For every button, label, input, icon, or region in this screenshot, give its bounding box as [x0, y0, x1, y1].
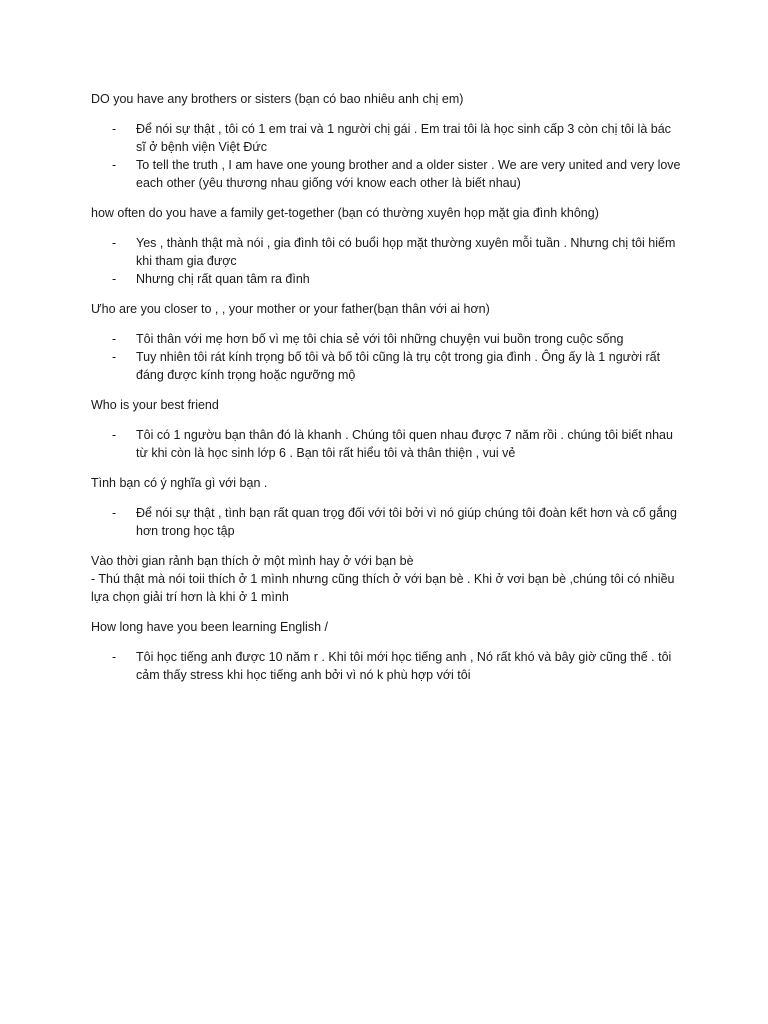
answer-item — [91, 234, 691, 270]
answer-item — [91, 156, 691, 192]
question-free-time: Vào thời gian rảnh bạn thích ở một mình hay ở với bạn bè — [91, 554, 414, 568]
question-brothers-sisters: DO you have any brothers or sisters (bạn có bao nhiêu anh chị em) — [91, 92, 464, 106]
document-page — [91, 90, 691, 696]
answer-list — [91, 330, 691, 384]
answer-text: - Để nói sự thật , tình bạn rất quan trọg đối với tôi bởi vì nó giúp chúng tôi đoàn kết hơn và cố gắng hơn trong học tập — [136, 506, 677, 538]
answer-free-time: - Thú thật mà nói toii thích ở 1 mình nhưng cũng thích ở với bạn bè . Khi ở vơi bạn bè ,chúng tôi có nhiều lựa chọn giải trí hơn là khi ở 1 mình — [91, 572, 675, 604]
answer-item — [91, 504, 691, 540]
answer-list — [91, 648, 691, 684]
answer-text: - Nhưng chị rất quan tâm ra đình — [136, 272, 310, 286]
answer-list — [91, 120, 691, 192]
answer-list — [91, 426, 691, 462]
free-time-block — [91, 552, 691, 606]
answer-text: - Tuy nhiên tôi rát kính trọng bố tôi và bố tôi cũng là trụ cột trong gia đình . Ông ấy là 1 người rất đáng được kính trọng hoặc ngưỡng mộ — [136, 350, 661, 382]
answer-text: - Tôi học tiếng anh được 10 năm r . Khi tôi mới học tiếng anh , Nó rất khó và bây giờ cũng thế . tôi cảm thấy stress khi học tiếng anh bởi vì nó k phù hợp với tôi — [136, 650, 672, 682]
answer-item — [91, 648, 691, 684]
answer-item — [91, 270, 691, 288]
answer-list — [91, 234, 691, 288]
answer-text: - To tell the truth , I am have one young brother and a older sister . We are very united and very love each other (yêu thương nhau giống với know each other là biết nhau) — [136, 158, 681, 190]
answer-text: - Tôi thân với mẹ hơn bố vì mẹ tôi chia sẻ với tôi những chuyện vui buồn trong cuộc sống — [136, 332, 624, 346]
question-best-friend: Who is your best friend — [91, 398, 219, 412]
answer-text: - Tôi có 1 ngườu bạn thân đó là khanh . Chúng tôi quen nhau được 7 năm rồi . chúng tôi biết nhau từ khi còn là học sinh lớp 6 . Bạn tôi rất hiểu tôi và thân thiện , vui vẻ — [136, 428, 673, 460]
question-closer-to: Ưho are you closer to , , your mother or your father(bạn thân với ai hơn) — [91, 302, 490, 316]
answer-item — [91, 330, 691, 348]
answer-text: - Yes , thành thật mà nói , gia đình tôi có buổi họp mặt thường xuyên mỗi tuần . Nhưng chị tôi hiếm khi tham gia được — [136, 236, 676, 268]
question-learning-english: How long have you been learning English / — [91, 620, 328, 634]
answer-item — [91, 348, 691, 384]
answer-text: - Để nói sự thật , tôi có 1 em trai và 1 người chị gái . Em trai tôi là học sinh cấp 3 còn chị tôi là bác sĩ ở bệnh viện Việt Đức — [136, 122, 671, 154]
answer-item — [91, 426, 691, 462]
question-friendship-meaning: Tình bạn có ý nghĩa gì với bạn . — [91, 476, 268, 490]
answer-item — [91, 120, 691, 156]
question-family-get-together: how often do you have a family get-together (bạn có thường xuyên họp mặt gia đình không) — [91, 206, 599, 220]
answer-list — [91, 504, 691, 540]
